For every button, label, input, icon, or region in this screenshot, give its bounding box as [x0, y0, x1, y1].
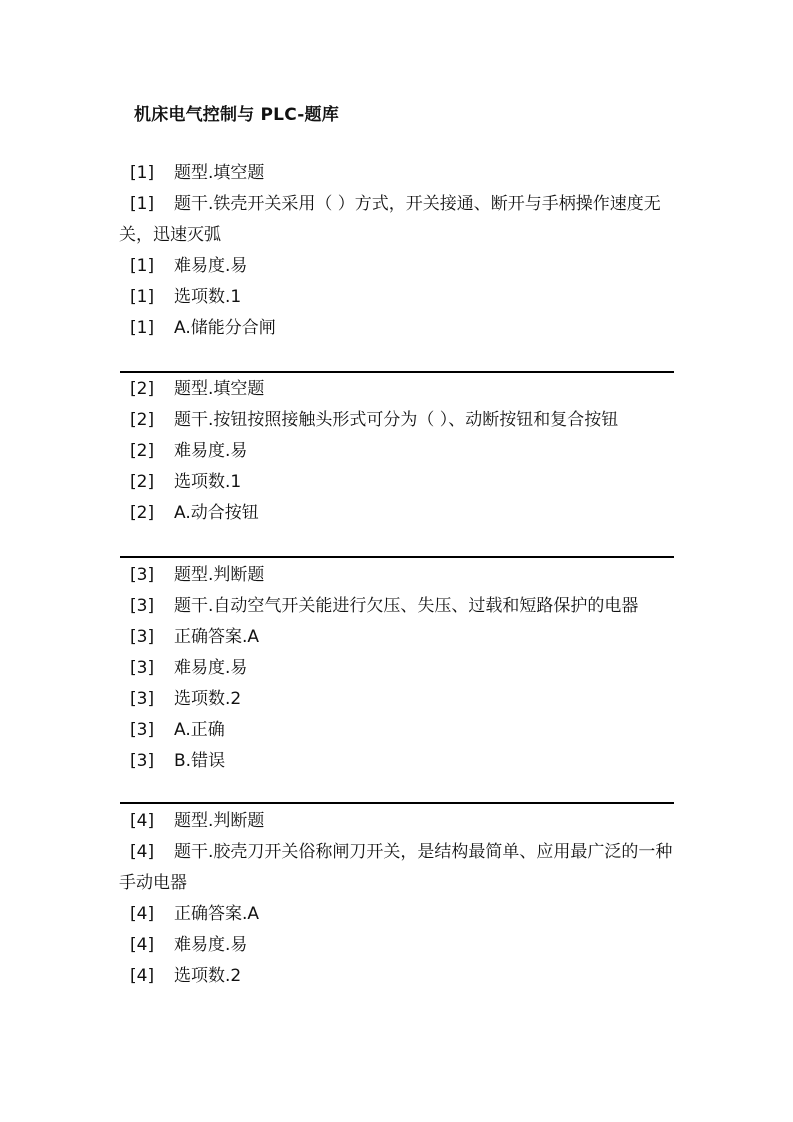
question-number: [4]: [130, 842, 155, 862]
question-number: [2]: [130, 503, 155, 523]
question-line: [119, 282, 675, 313]
question-line: [119, 560, 675, 591]
question-block: [119, 560, 675, 777]
question-line: [119, 313, 675, 344]
question-line: [119, 189, 675, 251]
question-line: [119, 498, 675, 529]
question-block: [119, 158, 675, 344]
question-line: [119, 405, 675, 436]
question-field-text: 选项数.1: [174, 287, 242, 307]
question-field-text: 题干.按钮按照接触头形式可分为（ ）、动断按钮和复合按钮: [174, 410, 619, 430]
question-field-text: 题型.填空题: [174, 163, 265, 183]
question-field-text: 题干.胶壳刀开关俗称闸刀开关，是结构最简单、应用最广泛的一种手动电器: [119, 842, 673, 893]
question-number: [3]: [130, 720, 155, 740]
question-number: [1]: [130, 318, 155, 338]
question-number: [1]: [130, 256, 155, 276]
question-field-text: 难易度.易: [174, 935, 248, 955]
question-number: [4]: [130, 904, 155, 924]
question-line: [119, 899, 675, 930]
question-number: [2]: [130, 441, 155, 461]
question-number: [3]: [130, 751, 155, 771]
question-line: [119, 961, 675, 992]
question-field-text: 正确答案.A: [174, 904, 260, 924]
question-field-text: 选项数.2: [174, 689, 242, 709]
question-line: [119, 251, 675, 282]
question-field-text: 题干.铁壳开关采用（ ）方式，开关接通、断开与手柄操作速度无关，迅速灭弧: [119, 194, 661, 245]
question-number: [4]: [130, 935, 155, 955]
question-line: [119, 467, 675, 498]
question-field-text: 题干.自动空气开关能进行欠压、失压、过载和短路保护的电器: [174, 596, 639, 616]
question-field-text: 选项数.1: [174, 472, 242, 492]
section-divider: [120, 802, 674, 804]
question-field-text: A.动合按钮: [174, 503, 259, 523]
question-number: [1]: [130, 194, 155, 214]
question-number: [1]: [130, 287, 155, 307]
question-line: [119, 837, 675, 899]
question-line: [119, 436, 675, 467]
question-field-text: B.错误: [174, 751, 226, 771]
question-number: [2]: [130, 379, 155, 399]
section-divider: [120, 556, 674, 558]
question-number: [3]: [130, 689, 155, 709]
question-field-text: 难易度.易: [174, 256, 248, 276]
question-field-text: A.正确: [174, 720, 225, 740]
question-field-text: 正确答案.A: [174, 627, 260, 647]
question-line: [119, 622, 675, 653]
question-line: [119, 684, 675, 715]
section-divider: [120, 371, 674, 373]
question-block: [119, 806, 675, 992]
question-field-text: 选项数.2: [174, 966, 242, 986]
question-line: [119, 653, 675, 684]
question-number: [4]: [130, 966, 155, 986]
question-line: [119, 746, 675, 777]
question-number: [1]: [130, 163, 155, 183]
question-field-text: 题型.判断题: [174, 811, 265, 831]
question-line: [119, 806, 675, 837]
question-number: [3]: [130, 658, 155, 678]
question-line: [119, 715, 675, 746]
question-field-text: 题型.填空题: [174, 379, 265, 399]
question-number: [2]: [130, 410, 155, 430]
question-number: [4]: [130, 811, 155, 831]
question-line: [119, 158, 675, 189]
question-block: [119, 374, 675, 529]
question-number: [3]: [130, 596, 155, 616]
document-title: 机床电气控制与 PLC-题库: [134, 105, 339, 125]
question-line: [119, 591, 675, 622]
question-number: [3]: [130, 565, 155, 585]
question-number: [3]: [130, 627, 155, 647]
question-line: [119, 374, 675, 405]
question-number: [2]: [130, 472, 155, 492]
question-field-text: 难易度.易: [174, 441, 248, 461]
question-field-text: 题型.判断题: [174, 565, 265, 585]
question-field-text: 难易度.易: [174, 658, 248, 678]
question-line: [119, 930, 675, 961]
question-field-text: A.储能分合闸: [174, 318, 276, 338]
